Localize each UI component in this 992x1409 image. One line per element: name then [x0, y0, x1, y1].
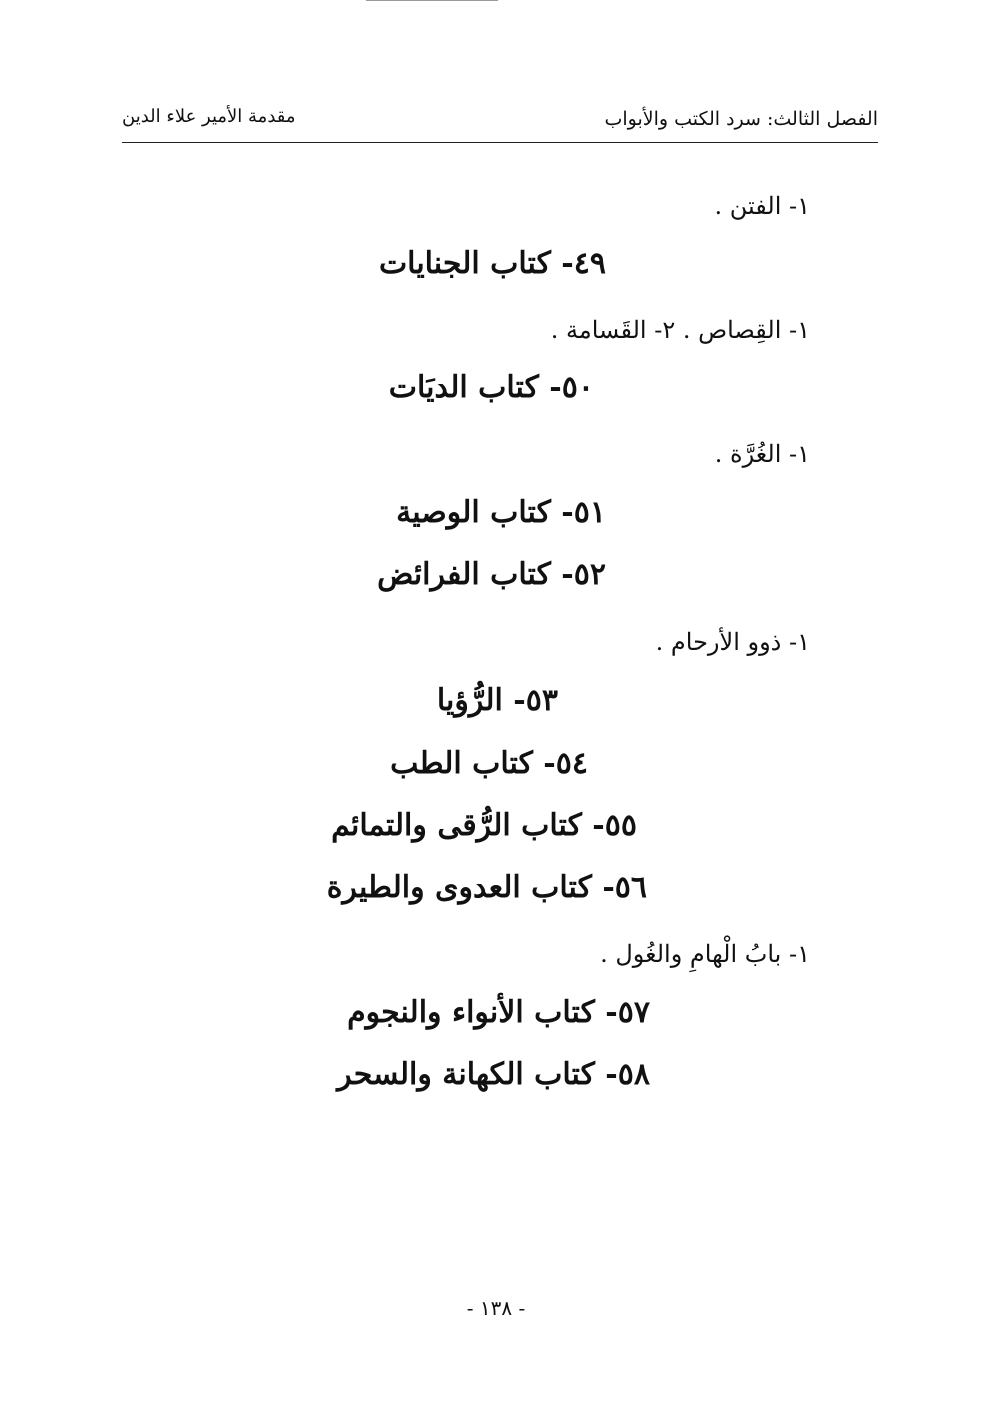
book-heading: ٥١- كتاب الوصية [396, 495, 606, 530]
book-heading: ٥٠- كتاب الديَات [388, 370, 594, 405]
page-number: - ١٣٨ - [466, 1296, 526, 1320]
book-heading: ٥٥- كتاب الرُّقى والتمائم [331, 808, 637, 843]
top-edge-rule [366, 0, 498, 1]
book-heading: ٥٦- كتاب العدوى والطيرة [326, 870, 647, 905]
book-heading: ٥٤- كتاب الطب [390, 746, 588, 781]
book-heading: ٥٨- كتاب الكهانة والسحر [337, 1057, 650, 1092]
subsection-line: ١- الغُرَّة . [714, 440, 810, 468]
book-heading: ٥٣- الرُّؤيا [436, 683, 558, 718]
book-heading: ٥٢- كتاب الفرائض [377, 557, 606, 592]
subsection-line: ١- القِصاص . ٢- القَسامة . [550, 316, 810, 344]
subsection-line: ١- بابُ الْهامِ والغُول . [600, 940, 810, 968]
book-heading: ٤٩- كتاب الجنايات [378, 246, 606, 281]
book-heading: ٥٧- كتاب الأنواء والنجوم [347, 995, 650, 1030]
chapter-title: الفصل الثالث: سرد الكتب والأبواب [604, 108, 878, 130]
running-header [122, 100, 878, 143]
introduction-title: مقدمة الأمير علاء الدين [122, 106, 296, 127]
subsection-line: ١- الفتن . [714, 192, 810, 220]
subsection-line: ١- ذوو الأرحام . [655, 628, 810, 656]
